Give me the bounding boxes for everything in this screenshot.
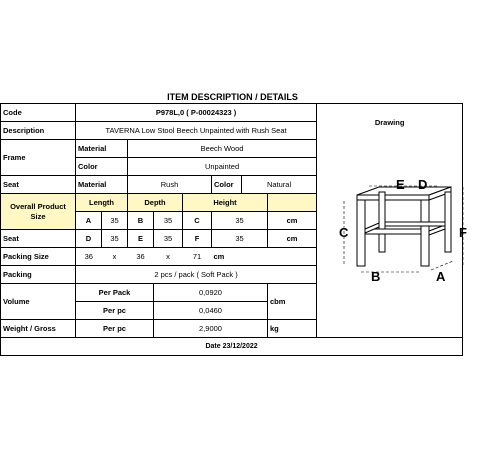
overall-header-blank — [268, 194, 317, 212]
overall-size-label — [1, 194, 76, 230]
code-value: P978L,0 ( P-00024323 ) — [76, 104, 317, 122]
dim-label-d: D — [418, 177, 428, 192]
packing-x2: x — [166, 252, 170, 261]
stool-drawing — [319, 149, 479, 299]
packing-height: 71 — [192, 252, 202, 261]
volume-unit: cbm — [268, 284, 317, 320]
dim-a-value: 35 — [102, 212, 128, 230]
packing-size-blank — [242, 248, 317, 266]
drawing-label: Drawing — [374, 118, 405, 127]
length-header: Length — [76, 194, 128, 212]
dim-c-letter: C — [183, 212, 212, 230]
packing-width: 36 — [136, 252, 145, 261]
description-label: Description — [1, 122, 76, 140]
seat-label: Seat — [1, 176, 76, 194]
frame-color-value: Unpainted — [128, 158, 317, 176]
per-pack-label: Per Pack — [76, 284, 154, 302]
seat-size-unit: cm — [268, 230, 317, 248]
volume-per-pc-label: Per pc — [76, 302, 154, 320]
dim-e-value: 35 — [154, 230, 183, 248]
dim-label-c: C — [339, 225, 349, 240]
dim-label-f: F — [459, 225, 468, 240]
dim-label-e: E — [396, 177, 405, 192]
dim-b-letter: B — [128, 212, 154, 230]
dim-e-letter: E — [128, 230, 154, 248]
overall-size-label-line1: Overall Product — [10, 201, 66, 211]
seat-color-value: Natural — [242, 176, 317, 194]
page-title: ITEM DESCRIPTION / DETAILS — [167, 92, 298, 102]
seat-material-value: Rush — [128, 176, 212, 194]
frame-material-label: Material — [76, 140, 128, 158]
date-text: Date 23/12/2022 — [1, 338, 463, 356]
frame-material-value: Beech Wood — [128, 140, 317, 158]
seat-color-label: Color — [212, 176, 242, 194]
dim-label-b: B — [371, 269, 381, 284]
dim-c-value: 35 — [212, 212, 268, 230]
dim-f-letter: F — [183, 230, 212, 248]
height-header: Height — [183, 194, 268, 212]
description-value: TAVERNA Low Stool Beech Unpainted with Rush Seat — [76, 122, 317, 140]
weight-value: 2,9000 — [154, 320, 268, 338]
date-row — [1, 338, 463, 356]
dim-a-letter: A — [76, 212, 102, 230]
packing-label: Packing — [1, 266, 76, 284]
seat-material-label: Material — [76, 176, 128, 194]
weight-per-pc-label: Per pc — [76, 320, 154, 338]
packing-x1: x — [112, 252, 117, 261]
code-label: Code — [1, 104, 76, 122]
overall-unit: cm — [268, 212, 317, 230]
weight-label: Weight / Gross — [1, 320, 76, 338]
overall-size-label-line2: Size — [30, 211, 46, 221]
seat-size-label: Seat — [1, 230, 76, 248]
frame-color-label: Color — [76, 158, 128, 176]
dim-d-value: 35 — [102, 230, 128, 248]
drawing-cell — [317, 104, 468, 338]
depth-header: Depth — [128, 194, 183, 212]
per-pack-value: 0,0920 — [154, 284, 268, 302]
frame-label: Frame — [1, 140, 76, 176]
weight-unit: kg — [268, 320, 317, 338]
code-row — [1, 104, 463, 122]
volume-label: Volume — [1, 284, 76, 320]
spec-table — [0, 103, 468, 356]
dim-label-a: A — [436, 269, 446, 284]
packing-unit: cm — [213, 252, 225, 261]
packing-length: 36 — [76, 248, 102, 266]
dim-f-value: 35 — [212, 230, 268, 248]
packing-value: 2 pcs / pack ( Soft Pack ) — [76, 266, 317, 284]
dim-b-value: 35 — [154, 212, 183, 230]
dim-d-letter: D — [76, 230, 102, 248]
packing-size-label: Packing Size — [1, 248, 76, 266]
stool-outline — [357, 187, 451, 266]
volume-per-pc-value: 0,0460 — [154, 302, 268, 320]
